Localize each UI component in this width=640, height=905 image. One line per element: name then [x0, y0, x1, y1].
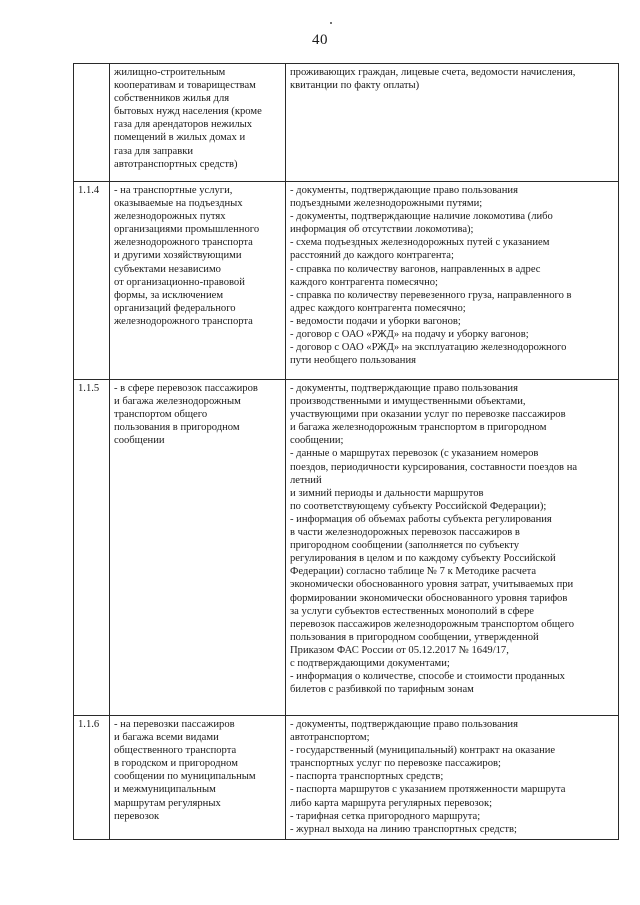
text-line: перевозок пассажиров железнодорожным транспортом общего: [290, 618, 575, 630]
text-line: пользования в пригородном сообщении, утвержденной: [290, 631, 539, 643]
text-line: газа для заправки: [114, 145, 194, 157]
text-line: железнодорожного транспорта: [114, 237, 253, 249]
tariff-description: [110, 380, 286, 716]
text-line: - данные о маршрутах перевозок (с указанием номеров: [290, 448, 539, 460]
text-line: автотранспортом;: [290, 732, 370, 744]
text-line: участвующими при оказании услуг по перевозке пассажиров: [290, 409, 566, 421]
text-line: - паспорта транспортных средств;: [290, 771, 444, 783]
text-line: жилищно-строительным: [114, 67, 226, 78]
tariff-description: [110, 64, 286, 182]
text-line: и багажа железнодорожным транспортом в пригородном: [290, 422, 547, 434]
text-line: - в сфере перевозок пассажиров: [114, 383, 258, 394]
text-line: поездов, периодичности курсирования, составности поездов на: [290, 461, 578, 473]
text-line: за услуги субъектов естественных монополий в сфере: [290, 605, 535, 617]
table-row: [74, 64, 619, 182]
text-line: - документы, подтверждающие право пользования: [290, 383, 518, 394]
text-line: собственников жилья для: [114, 93, 230, 105]
text-line: подъездными железнодорожными путями;: [290, 198, 483, 210]
text-line: с подтверждающими документами;: [290, 657, 450, 669]
table-row: [74, 716, 619, 840]
text-line: пути необщего пользования: [290, 355, 416, 367]
page-number: 40: [312, 32, 328, 48]
text-line: - документы, подтверждающие право пользования: [290, 719, 518, 730]
text-line: маршрутам регулярных: [114, 797, 221, 809]
text-line: и другими хозяйствующими: [114, 250, 242, 262]
required-documents: [286, 716, 619, 840]
text-line: пользования в пригородном: [114, 422, 240, 434]
text-line: билетов с разбивкой по тарифным зонам: [290, 684, 474, 696]
text-line: от организационно-правовой: [114, 276, 245, 288]
text-line: - тарифная сетка пригородного маршрута;: [290, 810, 481, 822]
text-line: железнодорожных путях: [114, 211, 226, 223]
text-line: - схема подъездных железнодорожных путей с указанием: [290, 237, 550, 249]
text-line: формировании экономически обоснованного уровня тарифов: [290, 592, 568, 604]
text-line: проживающих граждан, лицевые счета, ведомости начисления,: [290, 67, 576, 78]
text-line: газа для арендаторов нежилых: [114, 119, 253, 131]
tariff-description: [110, 716, 286, 840]
required-documents: [286, 64, 619, 182]
tariff-description: [110, 182, 286, 380]
scan-dot: [330, 22, 332, 24]
document-table: [73, 63, 619, 840]
text-line: и зимний периоды и дальности маршрутов: [290, 487, 484, 499]
text-line: летний: [290, 474, 322, 486]
text-line: кооперативам и товариществам: [114, 80, 256, 92]
text-line: транспортом общего: [114, 409, 208, 421]
row-number: [74, 64, 110, 182]
required-documents: [286, 182, 619, 380]
text-line: перевозок: [114, 810, 160, 822]
text-line: в части железнодорожных перевозок пассажиров в: [290, 527, 520, 539]
text-line: - государственный (муниципальный) контракт на оказание: [290, 745, 556, 757]
text-line: сообщении;: [290, 435, 344, 447]
text-line: транспортных услуг по перевозке пассажиров;: [290, 758, 501, 770]
text-line: - на перевозки пассажиров: [114, 719, 235, 730]
text-line: организациями промышленного: [114, 224, 260, 236]
text-line: - информация об объемах работы субъекта регулирования: [290, 513, 552, 525]
text-line: субъектами независимо: [114, 263, 221, 275]
text-line: формы, за исключением: [114, 289, 224, 301]
text-line: - справка по количеству вагонов, направленных в адрес: [290, 263, 541, 275]
required-documents: [286, 380, 619, 716]
text-line: и багажа железнодорожным: [114, 396, 241, 408]
text-line: оказываемые на подъездных: [114, 198, 243, 210]
text-line: Федерации) согласно таблице № 7 к Методике расчета: [290, 566, 537, 578]
text-line: - договор с ОАО «РЖД» на подачу и уборку вагонов;: [290, 329, 529, 341]
text-line: - журнал выхода на линию транспортных средств;: [290, 823, 517, 835]
text-line: - справка по количеству перевезенного груза, направленного в: [290, 289, 572, 301]
text-line: информация об отсутствии локомотива);: [290, 224, 474, 236]
text-line: - договор с ОАО «РЖД» на эксплуатацию железнодорожного: [290, 342, 567, 354]
text-line: пригородном сообщении (заполняется по субъекту: [290, 540, 520, 552]
text-line: - информация о количестве, способе и стоимости проданных: [290, 671, 565, 683]
text-line: адрес каждого контрагента помесячно;: [290, 302, 466, 314]
text-line: - на транспортные услуги,: [114, 185, 233, 196]
text-line: - ведомости подачи и уборки вагонов;: [290, 315, 461, 327]
text-line: экономически обоснованного уровня затрат, учитываемых при: [290, 579, 574, 591]
text-line: - паспорта маршрутов с указанием протяженности маршрута: [290, 784, 566, 796]
row-number: 1.1.4: [74, 182, 110, 380]
text-line: и багажа всеми видами: [114, 732, 219, 744]
text-line: - документы, подтверждающие наличие локомотива (либо: [290, 211, 553, 223]
text-line: каждого контрагента помесячно;: [290, 276, 438, 288]
text-line: общественного транспорта: [114, 745, 237, 757]
row-number: 1.1.5: [74, 380, 110, 716]
text-line: и межмуниципальным: [114, 784, 216, 796]
text-line: по соответствующему субъекту Российской Федерации);: [290, 500, 547, 512]
text-line: либо карта маршрута регулярных перевозок;: [290, 797, 493, 809]
text-line: автотранспортных средств): [114, 158, 238, 170]
text-line: в городском и пригородном: [114, 758, 238, 770]
text-line: помещений в жилых домах и: [114, 132, 246, 144]
text-line: сообщении: [114, 435, 165, 447]
text-line: производственными и имущественными объектами,: [290, 396, 526, 408]
table-row: [74, 380, 619, 716]
text-line: расстояний до каждого контрагента;: [290, 250, 454, 262]
text-line: сообщении по муниципальным: [114, 771, 256, 783]
table-row: [74, 182, 619, 380]
text-line: квитанции по факту оплаты): [290, 80, 420, 92]
text-line: железнодорожного транспорта: [114, 315, 253, 327]
text-line: организаций федерального: [114, 302, 236, 314]
text-line: бытовых нужд населения (кроме: [114, 106, 262, 118]
text-line: Приказом ФАС России от 05.12.2017 № 1649/17,: [290, 644, 509, 656]
text-line: регулирования в целом и по каждому субъекту Российской: [290, 553, 556, 565]
text-line: - документы, подтверждающие право пользования: [290, 185, 518, 196]
row-number: 1.1.6: [74, 716, 110, 840]
